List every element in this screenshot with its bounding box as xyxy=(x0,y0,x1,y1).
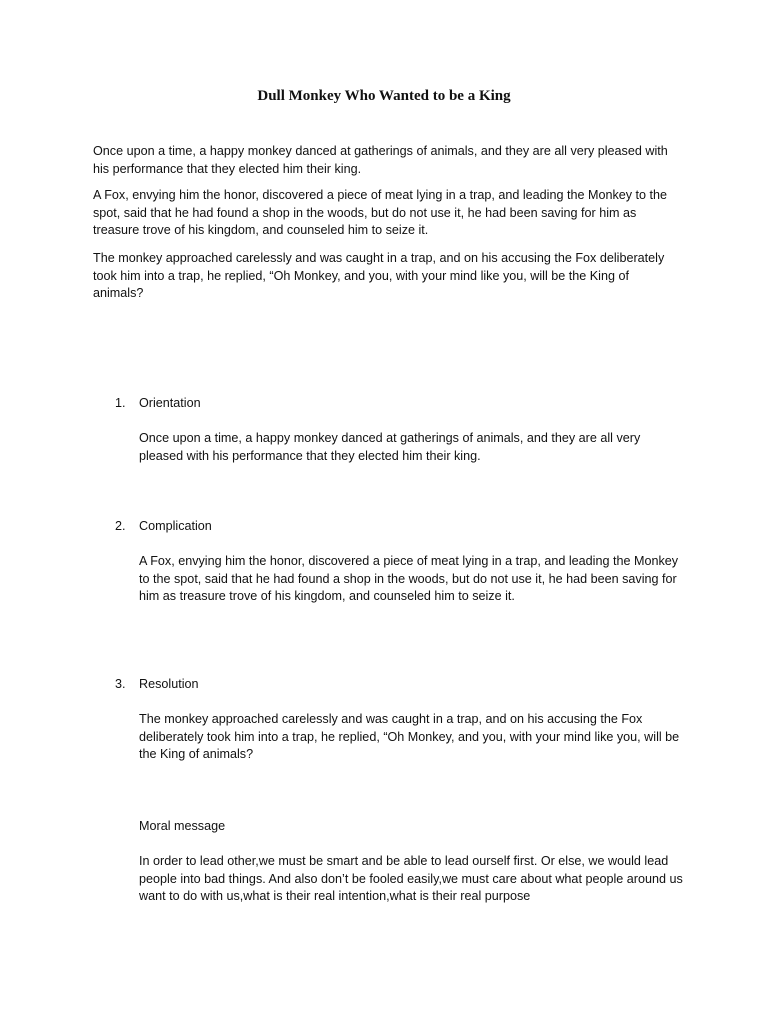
section-text-complication: A Fox, envying him the honor, discovered a piece of meat lying in a trap, and leading the Monkey to the spot, said that he had found a shop in the woods, but do not use it, he had been saving for him as treasure trove of his kingdom, and counseled him to seize it. xyxy=(139,554,679,603)
list-number-3: 3. xyxy=(115,677,126,691)
intro-paragraph-2: A Fox, envying him the honor, discovered a piece of meat lying in a trap, and leading the Monkey to the spot, said that he had found a shop in the woods, but do not use it, he had been saving for him as treasure trove of his kingdom, and counseled him to seize it. xyxy=(93,188,668,237)
list-number-1: 1. xyxy=(115,396,126,410)
document-title: Dull Monkey Who Wanted to be a King xyxy=(257,88,511,104)
section-text-resolution: The monkey approached carelessly and was caught in a trap, and on his accusing the Fox deliberately took him into a trap, he replied, “Oh Monkey, and you, with your mind like you, will be the King of animals? xyxy=(139,712,680,761)
intro-paragraph-3: The monkey approached carelessly and was caught in a trap, and on his accusing the Fox deliberately took him into a trap, he replied, “Oh Monkey, and you, with your mind like you, will be the King of animals? xyxy=(93,251,665,300)
moral-heading: Moral message xyxy=(139,819,226,833)
section-heading-resolution: Resolution xyxy=(139,677,199,691)
section-heading-complication: Complication xyxy=(139,519,212,533)
list-number-2: 2. xyxy=(115,519,126,533)
moral-text: In order to lead other,we must be smart and be able to lead ourself first. Or else, we would lead people into bad things. And also don’t be fooled easily,we must care about what people around us want to do with us,what is their real intention,what is their real purpose xyxy=(139,854,683,903)
section-heading-orientation: Orientation xyxy=(139,396,201,410)
section-text-orientation: Once upon a time, a happy monkey danced at gatherings of animals, and they are all very pleased with his performance that they elected him their king. xyxy=(139,431,641,463)
intro-paragraph-1: Once upon a time, a happy monkey danced at gatherings of animals, and they are all very pleased with his performance that they elected him their king. xyxy=(93,144,668,176)
